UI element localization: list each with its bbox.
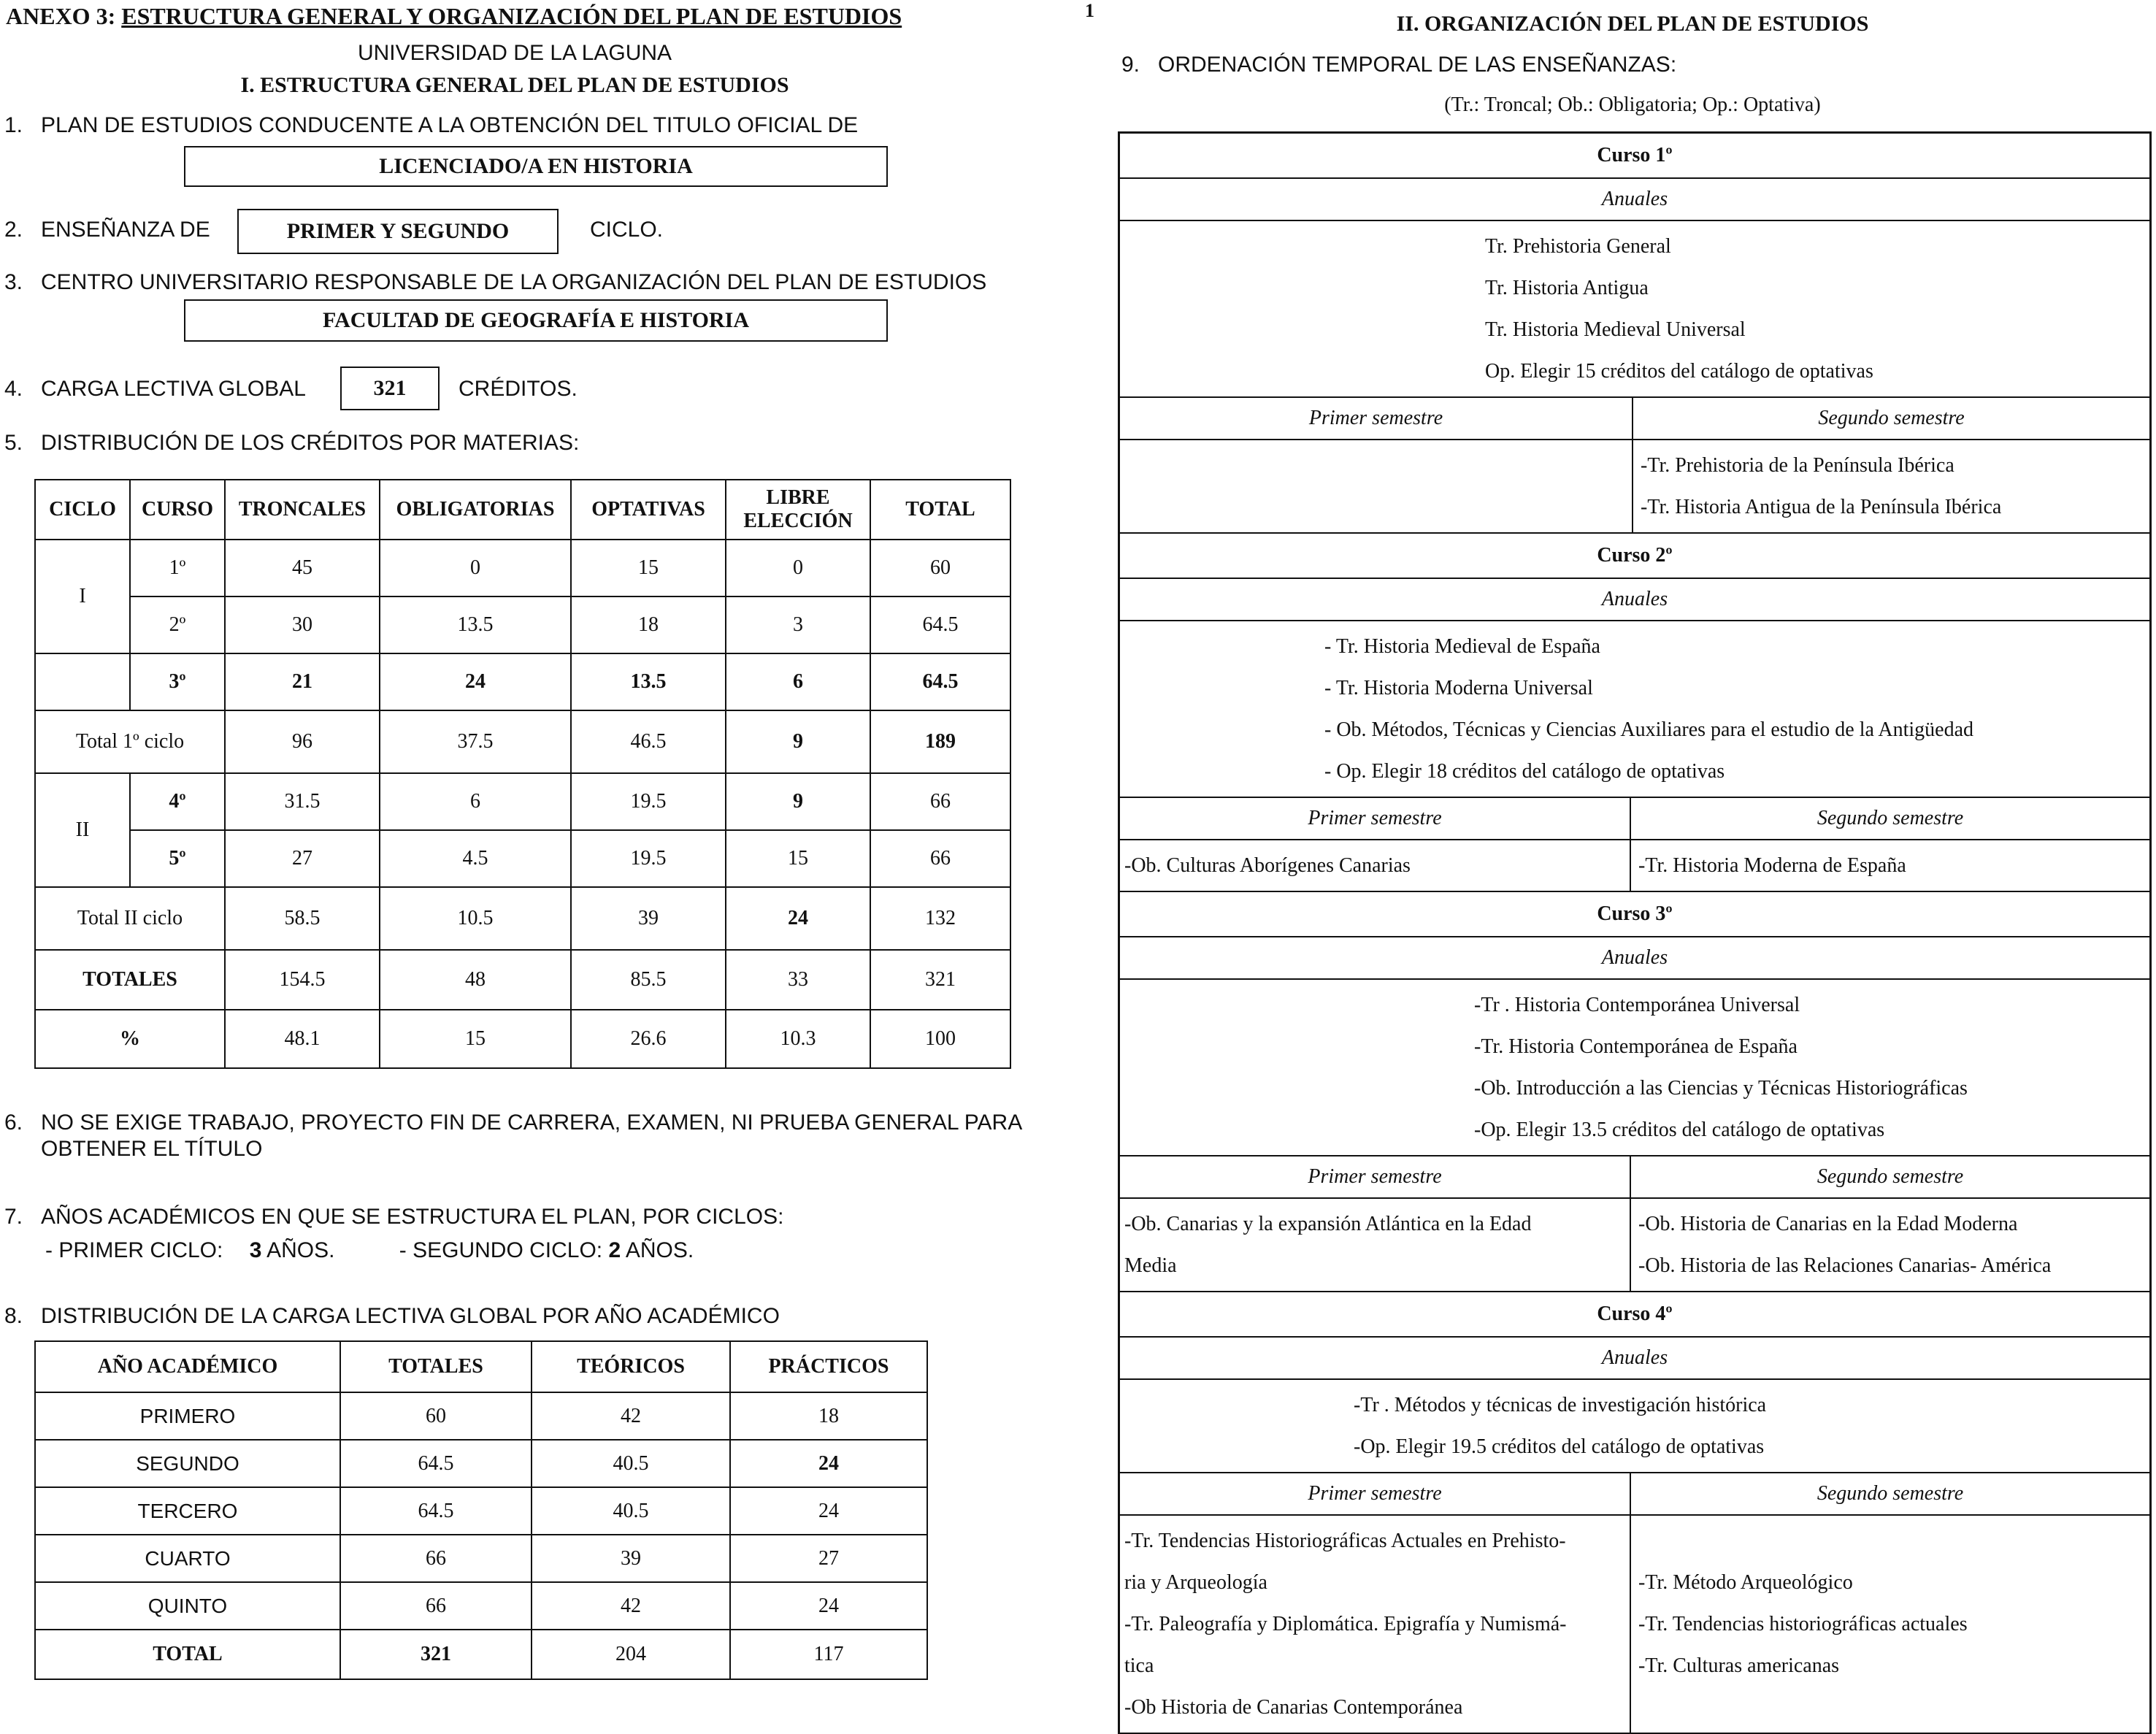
course-1-semesters [1120, 440, 2149, 534]
annual-label: Anuales [1120, 937, 2149, 980]
cell: 40.5 [532, 1487, 730, 1535]
cell: 39 [532, 1535, 730, 1582]
load-header-row [35, 1341, 927, 1392]
course-2-first-semester [1120, 840, 1631, 891]
curso-cell: 2º [130, 596, 225, 653]
cell: 64.5 [870, 596, 1010, 653]
semester-header [1120, 1156, 2149, 1199]
cell: 15 [726, 830, 870, 887]
col-header: TOTALES [340, 1341, 532, 1392]
item-9-text: ORDENACIÓN TEMPORAL DE LAS ENSEÑANZAS: [1158, 53, 1677, 77]
list-item: -Tr. Paleografía y Diplomática. Epigrafía y Numismá- [1124, 1613, 1567, 1635]
item-4-number: 4. [4, 377, 23, 401]
first-cycle-label: - PRIMER CICLO: [45, 1238, 223, 1262]
course-1-first-semester [1120, 440, 1633, 532]
cell: 46.5 [571, 710, 726, 773]
cell: 117 [730, 1630, 927, 1679]
list-item: -Ob. Introducción a las Ciencias y Técnicas Historiográficas [1474, 1077, 1968, 1100]
cell: 100 [870, 1010, 1010, 1068]
cell: 13.5 [380, 596, 571, 653]
table-row [35, 950, 1010, 1010]
cell: 6 [380, 773, 571, 830]
cell: 60 [870, 540, 1010, 596]
item-5-text: DISTRIBUCIÓN DE LOS CRÉDITOS POR MATERIAS: [41, 431, 580, 455]
list-item: - Ob. Métodos, Técnicas y Ciencias Auxiliares para el estudio de la Antigüedad [1324, 718, 1974, 741]
cell: 19.5 [571, 830, 726, 887]
list-item: Tr. Historia Antigua [1485, 277, 1649, 299]
credits-header-row [35, 480, 1010, 540]
cell: 10.5 [380, 887, 571, 950]
first-semester-label: Primer semestre [1120, 798, 1631, 839]
course-4-title: Curso 4º [1120, 1292, 2149, 1338]
list-item: - Tr. Historia Moderna Universal [1324, 677, 1593, 699]
cell: 58.5 [225, 887, 380, 950]
cell: 66 [870, 773, 1010, 830]
item-3-text: CENTRO UNIVERSITARIO RESPONSABLE DE LA ORGANIZACIÓN DEL PLAN DE ESTUDIOS [41, 270, 987, 294]
table-row [35, 596, 1010, 653]
item-4-text: CARGA LECTIVA GLOBAL [41, 377, 306, 401]
col-header: AÑO ACADÉMICO [35, 1341, 340, 1392]
semester-header [1120, 398, 2149, 440]
cell: 64.5 [340, 1487, 532, 1535]
item-7-cycles [45, 1238, 694, 1263]
year-cell: QUINTO [35, 1582, 340, 1630]
cell: 15 [380, 1010, 571, 1068]
section-2-title: II. ORGANIZACIÓN DEL PLAN DE ESTUDIOS [1396, 12, 1869, 36]
legend: (Tr.: Troncal; Ob.: Obligatoria; Op.: Optativa) [1444, 93, 1821, 116]
totals-label: TOTALES [35, 950, 225, 1010]
year-cell: TERCERO [35, 1487, 340, 1535]
item-1 [4, 113, 858, 138]
item-6-text-a: NO SE EXIGE TRABAJO, PROYECTO FIN DE CARRERA, EXAMEN, NI PRUEBA GENERAL PARA [41, 1110, 1023, 1135]
subtotal-label: Total 1º ciclo [35, 710, 225, 773]
cell: 13.5 [571, 653, 726, 710]
list-item: -Ob. Culturas Aborígenes Canarias [1124, 854, 1411, 877]
ciclo-cell: I [35, 540, 130, 653]
second-cycle-label: - SEGUNDO CICLO: [399, 1238, 603, 1262]
col-header: TRONCALES [225, 480, 380, 540]
cell: 18 [730, 1392, 927, 1440]
item-6-text-b: OBTENER EL TÍTULO [41, 1137, 263, 1161]
section-1-title: I. ESTRUCTURA GENERAL DEL PLAN DE ESTUDIOS [240, 73, 789, 97]
table-row [35, 540, 1010, 596]
degree-box: LICENCIADO/A EN HISTORIA [184, 146, 888, 187]
second-semester-label: Segundo semestre [1817, 1165, 1964, 1188]
list-item: -Tr. Historia Antigua de la Península Ibérica [1641, 496, 2002, 518]
cell: 154.5 [225, 950, 380, 1010]
cell: 18 [571, 596, 726, 653]
table-row [35, 1010, 1010, 1068]
item-2-text: ENSEÑANZA DE [41, 218, 210, 242]
cell: 27 [225, 830, 380, 887]
table-row [35, 1630, 927, 1679]
year-cell: PRIMERO [35, 1392, 340, 1440]
table-row [35, 1392, 927, 1440]
list-item: -Op. Elegir 13.5 créditos del catálogo de optativas [1474, 1119, 1885, 1141]
item-4-after: CRÉDITOS. [459, 377, 578, 401]
percent-label: % [35, 1010, 225, 1068]
credits-table [34, 479, 1011, 1069]
item-7 [4, 1205, 783, 1229]
list-item: -Tr. Tendencias historiográficas actuales [1638, 1613, 1968, 1635]
course-1-second-semester [1633, 440, 2149, 532]
col-header: OBLIGATORIAS [380, 480, 571, 540]
ciclo-cell: II [35, 773, 130, 887]
first-cycle-unit: AÑOS. [266, 1238, 335, 1262]
cell: 66 [870, 830, 1010, 887]
list-item: Tr. Prehistoria General [1485, 235, 1671, 258]
course-3-title: Curso 3º [1120, 892, 2149, 937]
second-semester-label: Segundo semestre [1818, 407, 1965, 429]
cell: 321 [340, 1630, 532, 1679]
second-cycle-unit: AÑOS. [625, 1238, 694, 1262]
course-2-semesters [1120, 840, 2149, 892]
list-item: -Ob. Historia de Canarias en la Edad Moderna [1638, 1213, 2018, 1235]
cell: 24 [730, 1582, 927, 1630]
list-item: -Ob. Canarias y la expansión Atlántica en la Edad [1124, 1213, 1532, 1235]
credits-box: 321 [340, 367, 440, 410]
cell: 0 [380, 540, 571, 596]
table-row [35, 1582, 927, 1630]
cell: 24 [730, 1440, 927, 1487]
item-5 [4, 431, 579, 456]
col-header: TEÓRICOS [532, 1341, 730, 1392]
faculty-box: FACULTAD DE GEOGRAFÍA E HISTORIA [184, 299, 888, 342]
semester-header [1120, 1473, 2149, 1516]
second-semester-label: Segundo semestre [1817, 807, 1964, 829]
course-2-title: Curso 2º [1120, 534, 2149, 579]
course-2-second-semester [1631, 840, 2149, 891]
cell: 42 [532, 1582, 730, 1630]
list-item: Media [1124, 1254, 1177, 1277]
item-9-number: 9. [1121, 53, 1140, 77]
col-header: OPTATIVAS [571, 480, 726, 540]
item-6-number: 6. [4, 1110, 23, 1135]
item-2-after: CICLO. [590, 218, 664, 242]
cell: 30 [225, 596, 380, 653]
cell: 96 [225, 710, 380, 773]
cell: 37.5 [380, 710, 571, 773]
cell: 66 [340, 1535, 532, 1582]
list-item: -Tr. Método Arqueológico [1638, 1571, 1853, 1594]
table-row [35, 830, 1010, 887]
col-header: CURSO [130, 480, 225, 540]
cell: 204 [532, 1630, 730, 1679]
table-row [35, 773, 1010, 830]
item-2 [4, 218, 210, 242]
first-cycle-years: 3 [249, 1238, 262, 1262]
item-3 [4, 270, 986, 295]
cell: 10.3 [726, 1010, 870, 1068]
course-3-annual [1120, 980, 2149, 1156]
item-2-number: 2. [4, 218, 23, 242]
item-8-text: DISTRIBUCIÓN DE LA CARGA LECTIVA GLOBAL POR AÑO ACADÉMICO [41, 1304, 780, 1328]
item-4 [4, 377, 306, 402]
list-item: -Tr. Tendencias Historiográficas Actuales en Prehisto- [1124, 1530, 1566, 1552]
list-item: ria y Arqueología [1124, 1571, 1267, 1594]
cell: 19.5 [571, 773, 726, 830]
item-5-number: 5. [4, 431, 23, 455]
empty-cell [35, 653, 130, 710]
cell: 21 [225, 653, 380, 710]
cell: 33 [726, 950, 870, 1010]
cell: 9 [726, 710, 870, 773]
annual-label: Anuales [1120, 179, 2149, 221]
first-semester-label: Primer semestre [1120, 398, 1633, 439]
table-row [35, 710, 1010, 773]
course-4-annual [1120, 1380, 2149, 1473]
cell: 24 [726, 887, 870, 950]
cell: 24 [380, 653, 571, 710]
list-item: - Op. Elegir 18 créditos del catálogo de optativas [1324, 760, 1725, 783]
cell: 42 [532, 1392, 730, 1440]
year-cell: CUARTO [35, 1535, 340, 1582]
list-item: -Ob Historia de Canarias Contemporánea [1124, 1696, 1463, 1719]
cell: 9 [726, 773, 870, 830]
course-3-second-semester [1631, 1199, 2149, 1291]
list-item: -Tr . Historia Contemporánea Universal [1474, 994, 1800, 1016]
list-item: Tr. Historia Medieval Universal [1485, 318, 1746, 341]
course-4-second-semester [1631, 1516, 2149, 1733]
list-item: tica [1124, 1654, 1154, 1677]
year-cell: TOTAL [35, 1630, 340, 1679]
list-item: -Op. Elegir 19.5 créditos del catálogo de optativas [1354, 1435, 1765, 1458]
list-item: -Tr. Culturas americanas [1638, 1654, 1840, 1677]
cell: 64.5 [340, 1440, 532, 1487]
list-item: -Tr . Métodos y técnicas de investigación histórica [1354, 1394, 1767, 1416]
item-1-text: PLAN DE ESTUDIOS CONDUCENTE A LA OBTENCIÓN DEL TITULO OFICIAL DE [41, 113, 859, 137]
table-row [35, 1487, 927, 1535]
table-row [35, 1440, 927, 1487]
subtotal-label: Total II ciclo [35, 887, 225, 950]
curso-cell: 4º [130, 773, 225, 830]
item-7-number: 7. [4, 1205, 23, 1229]
schedule-table [1118, 131, 2152, 1734]
curso-cell: 1º [130, 540, 225, 596]
cell: 45 [225, 540, 380, 596]
annex-prefix: ANEXO 3: [6, 3, 116, 29]
item-8-number: 8. [4, 1304, 23, 1328]
item-8 [4, 1304, 780, 1329]
load-table [34, 1340, 928, 1680]
cycle-box: PRIMER Y SEGUNDO [237, 209, 559, 254]
course-4-first-semester [1120, 1516, 1631, 1733]
course-1-annual [1120, 221, 2149, 398]
item-6 [4, 1110, 1041, 1162]
list-item: -Tr. Historia Moderna de España [1638, 854, 1906, 877]
cell: 31.5 [225, 773, 380, 830]
curso-cell: 3º [130, 653, 225, 710]
cell: 64.5 [870, 653, 1010, 710]
cell: 48.1 [225, 1010, 380, 1068]
list-item: -Ob. Historia de las Relaciones Canarias- América [1638, 1254, 2052, 1277]
course-3-semesters [1120, 1199, 2149, 1292]
course-4-semesters [1120, 1516, 2149, 1734]
item-3-number: 3. [4, 270, 23, 294]
item-9 [1121, 53, 1676, 77]
list-item: -Tr. Historia Contemporánea de España [1474, 1035, 1798, 1058]
second-semester-label: Segundo semestre [1817, 1482, 1964, 1505]
cell: 66 [340, 1582, 532, 1630]
first-semester-label: Primer semestre [1120, 1156, 1631, 1197]
list-item: - Tr. Historia Medieval de España [1324, 635, 1600, 658]
cell: 48 [380, 950, 571, 1010]
annex-title-text: ESTRUCTURA GENERAL Y ORGANIZACIÓN DEL PLAN DE ESTUDIOS [121, 3, 902, 29]
item-7-text: AÑOS ACADÉMICOS EN QUE SE ESTRUCTURA EL PLAN, POR CICLOS: [41, 1205, 784, 1229]
table-row [35, 653, 1010, 710]
page-mark: 1 [1085, 0, 1094, 21]
second-cycle-years: 2 [608, 1238, 621, 1262]
cell: 15 [571, 540, 726, 596]
col-header: TOTAL [870, 480, 1010, 540]
first-semester-label: Primer semestre [1120, 1473, 1631, 1514]
table-row [35, 1535, 927, 1582]
cell: 40.5 [532, 1440, 730, 1487]
cell: 3 [726, 596, 870, 653]
semester-header [1120, 798, 2149, 840]
annex-title [6, 3, 902, 30]
cell: 26.6 [571, 1010, 726, 1068]
year-cell: SEGUNDO [35, 1440, 340, 1487]
list-item: -Tr. Prehistoria de la Península Ibérica [1641, 454, 1954, 477]
cell: 39 [571, 887, 726, 950]
cell: 189 [870, 710, 1010, 773]
cell: 24 [730, 1487, 927, 1535]
cell: 60 [340, 1392, 532, 1440]
course-2-annual [1120, 621, 2149, 798]
annual-label: Anuales [1120, 579, 2149, 621]
col-header: LIBRE ELECCIÓN [726, 480, 870, 540]
cell: 85.5 [571, 950, 726, 1010]
university-name: UNIVERSIDAD DE LA LAGUNA [357, 41, 672, 65]
col-header: PRÁCTICOS [730, 1341, 927, 1392]
cell: 4.5 [380, 830, 571, 887]
item-1-number: 1. [4, 113, 23, 137]
table-row [35, 887, 1010, 950]
course-1-title: Curso 1º [1120, 134, 2149, 179]
col-header: CICLO [35, 480, 130, 540]
course-3-first-semester [1120, 1199, 1631, 1291]
cell: 321 [870, 950, 1010, 1010]
cell: 0 [726, 540, 870, 596]
cell: 27 [730, 1535, 927, 1582]
annual-label: Anuales [1120, 1338, 2149, 1380]
cell: 132 [870, 887, 1010, 950]
curso-cell: 5º [130, 830, 225, 887]
cell: 6 [726, 653, 870, 710]
list-item: Op. Elegir 15 créditos del catálogo de optativas [1485, 360, 1873, 383]
